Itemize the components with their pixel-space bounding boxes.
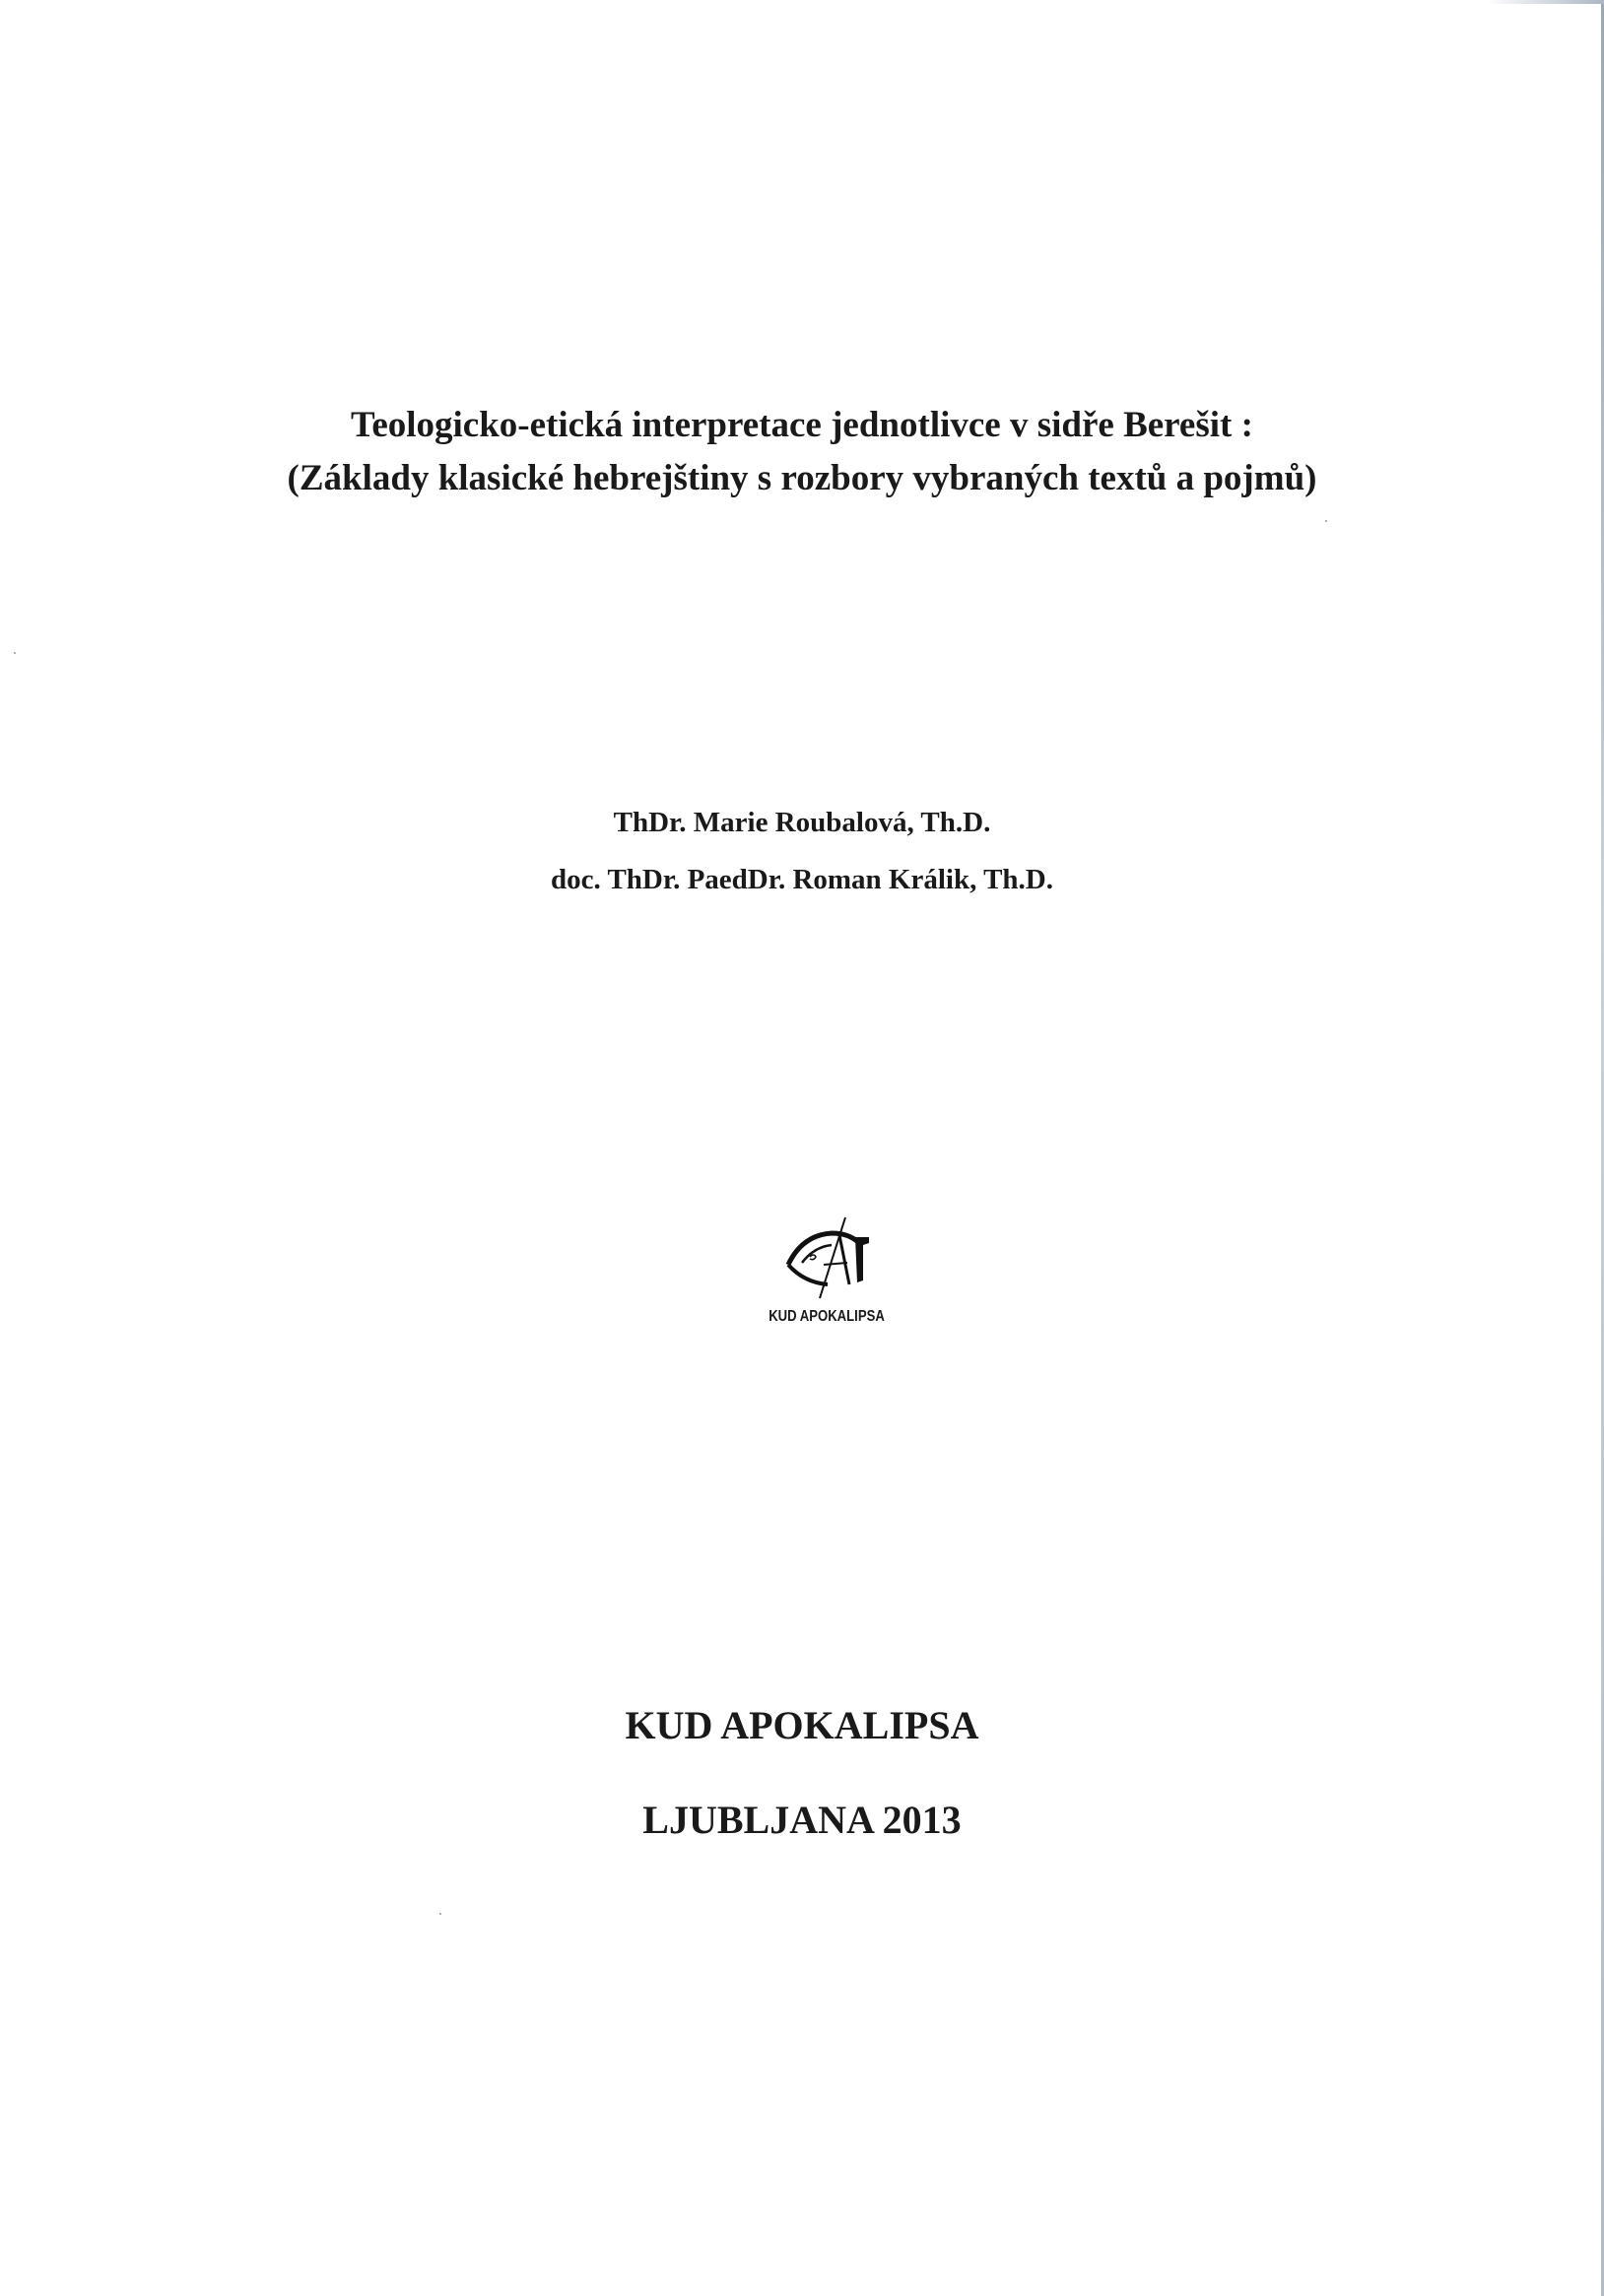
publisher-info [0, 1678, 1604, 1868]
book-title [0, 399, 1604, 505]
scan-edge-top [1486, 0, 1604, 4]
scan-speck [439, 1913, 441, 1915]
title-line-1: Teologicko-etická interpretace jednotlivce v sidře Berešit : [351, 405, 1253, 445]
publisher-name: KUD APOKALIPSA [625, 1703, 979, 1747]
title-line-2: (Základy klasické hebrejštiny s rozbory vybraných textů a pojmů) [287, 458, 1317, 498]
author-2: doc. ThDr. PaedDr. Roman Králik, Th.D. [550, 864, 1053, 895]
logo-caption: KUD APOKALIPSA [769, 1308, 885, 1325]
publisher-place-year: LJUBLJANA 2013 [642, 1798, 962, 1842]
kud-apokalipsa-logo-icon [780, 1214, 879, 1300]
authors [0, 794, 1604, 908]
publisher-logo [743, 1214, 910, 1332]
scan-speck [1325, 520, 1327, 522]
scan-speck [14, 652, 16, 654]
author-1: ThDr. Marie Roubalová, Th.D. [613, 807, 991, 838]
